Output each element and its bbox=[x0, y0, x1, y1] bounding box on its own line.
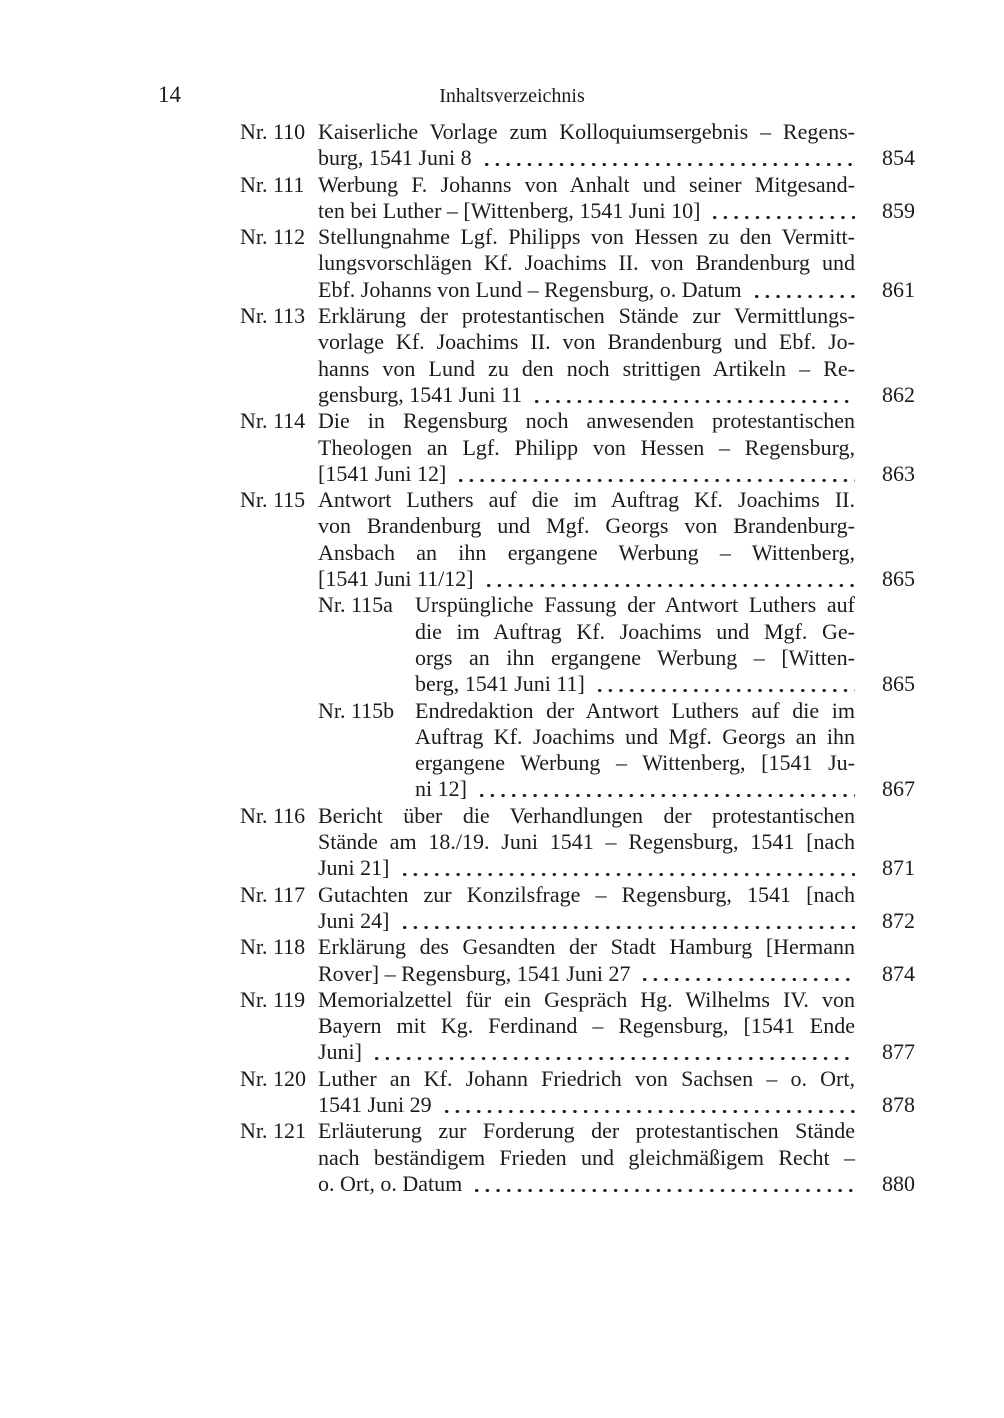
toc-entry-title bbox=[415, 592, 855, 697]
toc-entry-title bbox=[318, 803, 855, 882]
toc-entry-number: Nr. 118 bbox=[240, 934, 306, 960]
toc-entry-line bbox=[318, 145, 855, 171]
toc-entry-line: Bayern mit Kg. Ferdinand – Regensburg, [1541 Ende bbox=[318, 1013, 855, 1039]
toc-entry-line: Gutachten zur Konzilsfrage – Regensburg, 1541 [nach bbox=[318, 881, 855, 907]
dot-leader bbox=[453, 461, 855, 487]
dot-leader bbox=[397, 908, 856, 934]
toc-entry-line: Stände am 18./19. Juni 1541 – Regensburg, 1541 [nach bbox=[318, 829, 855, 855]
toc-entry bbox=[240, 303, 915, 408]
toc-entry-line: Erläuterung zur Forderung der protestantischen Stände bbox=[318, 1118, 855, 1144]
toc-entry-line bbox=[318, 961, 855, 987]
toc-entry-number: Nr. 111 bbox=[240, 171, 305, 197]
toc-entry bbox=[240, 882, 915, 935]
toc-entry bbox=[240, 987, 915, 1066]
dot-leader bbox=[637, 961, 855, 987]
dot-leader bbox=[369, 1039, 855, 1065]
toc-entry-line bbox=[318, 908, 855, 934]
toc-entry-line bbox=[415, 776, 855, 802]
dot-leader bbox=[592, 671, 855, 697]
toc-entry-line: Stellungnahme Lgf. Philipps von Hessen zu den Vermitt- bbox=[318, 224, 855, 250]
toc-entry-line: von Brandenburg und Mgf. Georgs von Brandenburg- bbox=[318, 513, 855, 539]
toc-page-ref: 859 bbox=[882, 197, 915, 223]
toc-entry bbox=[240, 1066, 915, 1119]
toc-entry bbox=[240, 224, 915, 303]
dot-leader bbox=[481, 566, 855, 592]
toc-entry-title bbox=[415, 698, 855, 803]
toc-page-ref: 878 bbox=[882, 1091, 915, 1117]
toc-entry-number: Nr. 110 bbox=[240, 119, 306, 144]
toc-entry-line: vorlage Kf. Joachims II. von Brandenburg und Ebf. Jo- bbox=[318, 329, 855, 355]
toc-entry-line-text: Juni 21] bbox=[318, 855, 390, 881]
toc-entry bbox=[240, 172, 915, 225]
toc-entry-line: nach beständigem Frieden und gleichmäßigem Recht – bbox=[318, 1144, 855, 1170]
toc-entry-line: Memorialzettel für ein Gespräch Hg. Wilhelms IV. von bbox=[318, 986, 855, 1012]
toc-page-ref: 854 bbox=[882, 145, 915, 171]
toc-entry-number: Nr. 115a bbox=[318, 592, 393, 618]
dot-leader bbox=[469, 1171, 855, 1197]
toc-entry-line bbox=[415, 671, 855, 697]
page-number-folio: 14 bbox=[158, 82, 181, 107]
toc-entry-title bbox=[318, 1118, 855, 1197]
toc-entry-number: Nr. 115 bbox=[240, 487, 306, 513]
toc-entry-line: hanns von Lund zu den noch strittigen Artikeln – Re- bbox=[318, 355, 855, 381]
toc-entry-line-text: 1541 Juni 29 bbox=[318, 1091, 432, 1117]
toc-entry-line bbox=[318, 566, 855, 592]
toc-entry-title bbox=[318, 987, 855, 1066]
toc-entry-number: Nr. 115b bbox=[318, 697, 395, 723]
toc-entry bbox=[240, 1118, 915, 1197]
toc-entry-line: orgs an ihn ergangene Werbung – [Witten- bbox=[415, 644, 855, 670]
toc-entry-number: Nr. 119 bbox=[240, 986, 306, 1012]
toc-entry-title bbox=[318, 882, 855, 935]
toc-entry-line: Kaiserliche Vorlage zum Kolloquiumsergebnis – Regens- bbox=[318, 119, 855, 144]
toc-entry-number: Nr. 112 bbox=[240, 224, 306, 250]
toc-entry bbox=[240, 934, 915, 987]
toc-entry-line-text: Juni 24] bbox=[318, 907, 390, 933]
toc-entry-line-text: ni 12] bbox=[415, 776, 467, 802]
toc-entry-line: Auftrag Kf. Joachims und Mgf. Georgs an ihn bbox=[415, 723, 855, 749]
toc-entry-title bbox=[318, 119, 855, 172]
toc-entry-line-text: burg, 1541 Juni 8 bbox=[318, 145, 472, 171]
toc-entry-title bbox=[318, 487, 855, 592]
dot-leader bbox=[479, 145, 855, 171]
toc-entry-line: Erklärung des Gesandten der Stadt Hamburg [Hermann bbox=[318, 934, 855, 960]
dot-leader bbox=[474, 776, 855, 802]
toc-entry bbox=[240, 698, 915, 803]
running-header: Inhaltsverzeichnis bbox=[439, 85, 585, 107]
toc-page-ref: 877 bbox=[882, 1039, 915, 1065]
toc-entry-line-text: ten bei Luther – [Wittenberg, 1541 Juni 10] bbox=[318, 197, 701, 223]
toc-entry-line: Endredaktion der Antwort Luthers auf die im bbox=[415, 697, 855, 723]
toc-entry-number: Nr. 114 bbox=[240, 408, 306, 434]
toc-entry-line: Antwort Luthers auf die im Auftrag Kf. Joachims II. bbox=[318, 487, 855, 513]
toc-entry-title bbox=[318, 303, 855, 408]
toc-entry-number: Nr. 116 bbox=[240, 802, 306, 828]
toc-entry-line: Theologen an Lgf. Philipp von Hessen – Regensburg, bbox=[318, 434, 855, 460]
toc-entry-line-text: [1541 Juni 12] bbox=[318, 460, 447, 486]
toc-entry-line-text: Juni] bbox=[318, 1039, 362, 1065]
toc-entry-line: lungsvorschlägen Kf. Joachims II. von Brandenburg und bbox=[318, 250, 855, 276]
toc-entry-line: Urspüngliche Fassung der Antwort Luthers auf bbox=[415, 592, 855, 618]
dot-leader bbox=[439, 1092, 855, 1118]
toc-entry-line-text: [1541 Juni 11/12] bbox=[318, 566, 474, 592]
toc-entry bbox=[240, 592, 915, 697]
toc-page-ref: 867 bbox=[882, 776, 915, 802]
toc-entry-line bbox=[318, 855, 855, 881]
dot-leader bbox=[397, 855, 856, 881]
toc-page-ref: 865 bbox=[882, 566, 915, 592]
toc-entry-number: Nr. 121 bbox=[240, 1118, 306, 1144]
toc-entry-line bbox=[318, 382, 855, 408]
toc-page-ref: 863 bbox=[882, 460, 915, 486]
toc-entry-line bbox=[318, 1092, 855, 1118]
toc-entry-line bbox=[318, 198, 855, 224]
toc-entry-line: Ansbach an ihn ergangene Werbung – Wittenberg, bbox=[318, 539, 855, 565]
toc-entry-line-text: Rover] – Regensburg, 1541 Juni 27 bbox=[318, 960, 631, 986]
toc-entry-line bbox=[318, 1039, 855, 1065]
toc-entry-line bbox=[318, 277, 855, 303]
toc-entry-line: ergangene Werbung – Wittenberg, [1541 Ju- bbox=[415, 750, 855, 776]
dot-leader bbox=[749, 277, 855, 303]
toc-entry-line: die im Auftrag Kf. Joachims und Mgf. Ge- bbox=[415, 618, 855, 644]
toc-page-ref: 874 bbox=[882, 960, 915, 986]
toc-entry bbox=[240, 803, 915, 882]
toc-page-ref: 862 bbox=[882, 381, 915, 407]
toc-entry-number: Nr. 120 bbox=[240, 1065, 306, 1091]
toc-entry-line-text: berg, 1541 Juni 11] bbox=[415, 671, 585, 697]
toc-page-ref: 880 bbox=[882, 1170, 915, 1196]
toc-entry-line-text: o. Ort, o. Datum bbox=[318, 1170, 463, 1196]
toc-entry bbox=[240, 408, 915, 487]
toc-entry-number: Nr. 113 bbox=[240, 303, 306, 329]
toc-list bbox=[240, 119, 915, 1197]
toc-page-ref: 861 bbox=[882, 276, 915, 302]
toc-page-ref: 872 bbox=[882, 907, 915, 933]
toc-entry-title bbox=[318, 934, 855, 987]
toc-entry-number: Nr. 117 bbox=[240, 881, 306, 907]
toc-entry-line bbox=[318, 1171, 855, 1197]
toc-entry-line-text: Ebf. Johanns von Lund – Regensburg, o. Datum bbox=[318, 276, 742, 302]
toc-entry bbox=[240, 487, 915, 592]
toc-entry-title bbox=[318, 172, 855, 225]
toc-entry-title bbox=[318, 408, 855, 487]
toc-entry-title bbox=[318, 1066, 855, 1119]
toc-entry bbox=[240, 119, 915, 172]
toc-entry-line: Erklärung der protestantischen Stände zur Vermittlungs- bbox=[318, 303, 855, 329]
toc-entry-line bbox=[318, 461, 855, 487]
toc-page-ref: 871 bbox=[882, 855, 915, 881]
toc-entry-line: Die in Regensburg noch anwesenden protestantischen bbox=[318, 408, 855, 434]
toc-page-ref: 865 bbox=[882, 671, 915, 697]
dot-leader bbox=[529, 382, 855, 408]
dot-leader bbox=[707, 198, 855, 224]
toc-entry-line: Werbung F. Johanns von Anhalt und seiner Mitgesand- bbox=[318, 171, 855, 197]
toc-entry-title bbox=[318, 224, 855, 303]
toc-entry-line: Luther an Kf. Johann Friedrich von Sachsen – o. Ort, bbox=[318, 1065, 855, 1091]
toc-entry-line: Bericht über die Verhandlungen der protestantischen bbox=[318, 802, 855, 828]
toc-entry-line-text: gensburg, 1541 Juni 11 bbox=[318, 381, 523, 407]
